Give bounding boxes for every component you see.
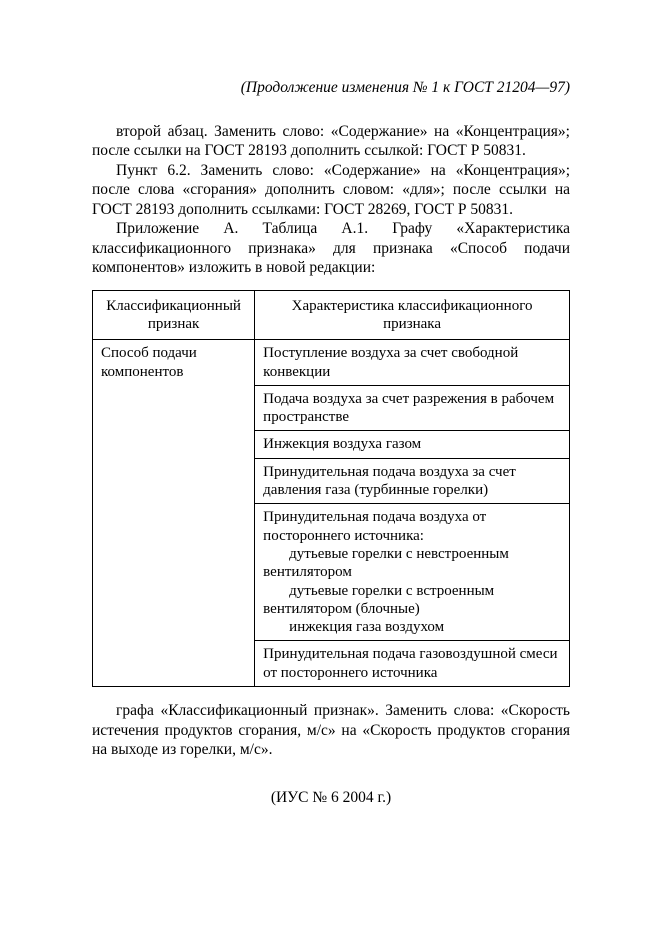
table-cell-characteristic-4: Принудительная подача воздуха за счет давления газа (турбинные горелки) [255, 458, 570, 504]
table-header-row [93, 290, 570, 340]
table-cell-characteristic-2: Подача воздуха за счет разрежения в рабочем пространстве [255, 385, 570, 431]
table-cell-subitem-2: дутьевые горелки с встроенным вентилятором (блочные) [263, 582, 495, 617]
page-header: (Продолжение изменения № 1 к ГОСТ 21204—97) [240, 79, 570, 96]
paragraph-second-abzac: второй абзац. Заменить слово: «Содержание» на «Концентрация»; после ссылки на ГОСТ 28193 дополнить ссылкой: ГОСТ Р 50831. [92, 122, 570, 160]
paragraph-prilozhenie-a: Приложение А. Таблица А.1. Графу «Характеристика классификационного признака» для признака «Способ подачи компонентов» изложить в новой редакции: [92, 220, 570, 277]
paragraph-after-table: графа «Классификационный признак». Заменить слова: «Скорость истечения продуктов сгорания, м/с» на «Скорость продуктов сгорания на выходе из горелки, м/с». [92, 701, 570, 759]
table-header-characteristic: Характеристика классификационного признака [255, 290, 570, 340]
table-cell-characteristic-5 [255, 504, 570, 641]
table-cell-text: Принудительная подача воздуха от постороннего источника: [263, 509, 487, 544]
table-cell-characteristic-1: Поступление воздуха за счет свободной конвекции [255, 340, 570, 386]
table-row [93, 340, 570, 386]
table-cell-subitem-3: инжекция газа воздухом [289, 619, 445, 636]
table-cell-characteristic-6: Принудительная подача газовоздушной смеси от постороннего источника [255, 641, 570, 687]
table-cell-characteristic-3: Инжекция воздуха газом [255, 431, 570, 458]
table-cell-row-label: Способ подачи компонентов [93, 340, 255, 687]
table-cell-subitem-1: дутьевые горелки с невстроенным вентилятором [263, 545, 509, 581]
classification-table [92, 290, 570, 687]
table-header-classification-sign: Классификационный признак [93, 290, 255, 340]
paragraph-punkt-6-2: Пункт 6.2. Заменить слово: «Содержание» на «Концентрация»; после слова «сгорания» дополнить словом: «для»; после ссылки на ГОСТ 28193 дополнить ссылками: ГОСТ 28269, ГОСТ Р 50831. [92, 161, 570, 218]
footer-note: (ИУС № 6 2004 г.) [270, 788, 392, 806]
